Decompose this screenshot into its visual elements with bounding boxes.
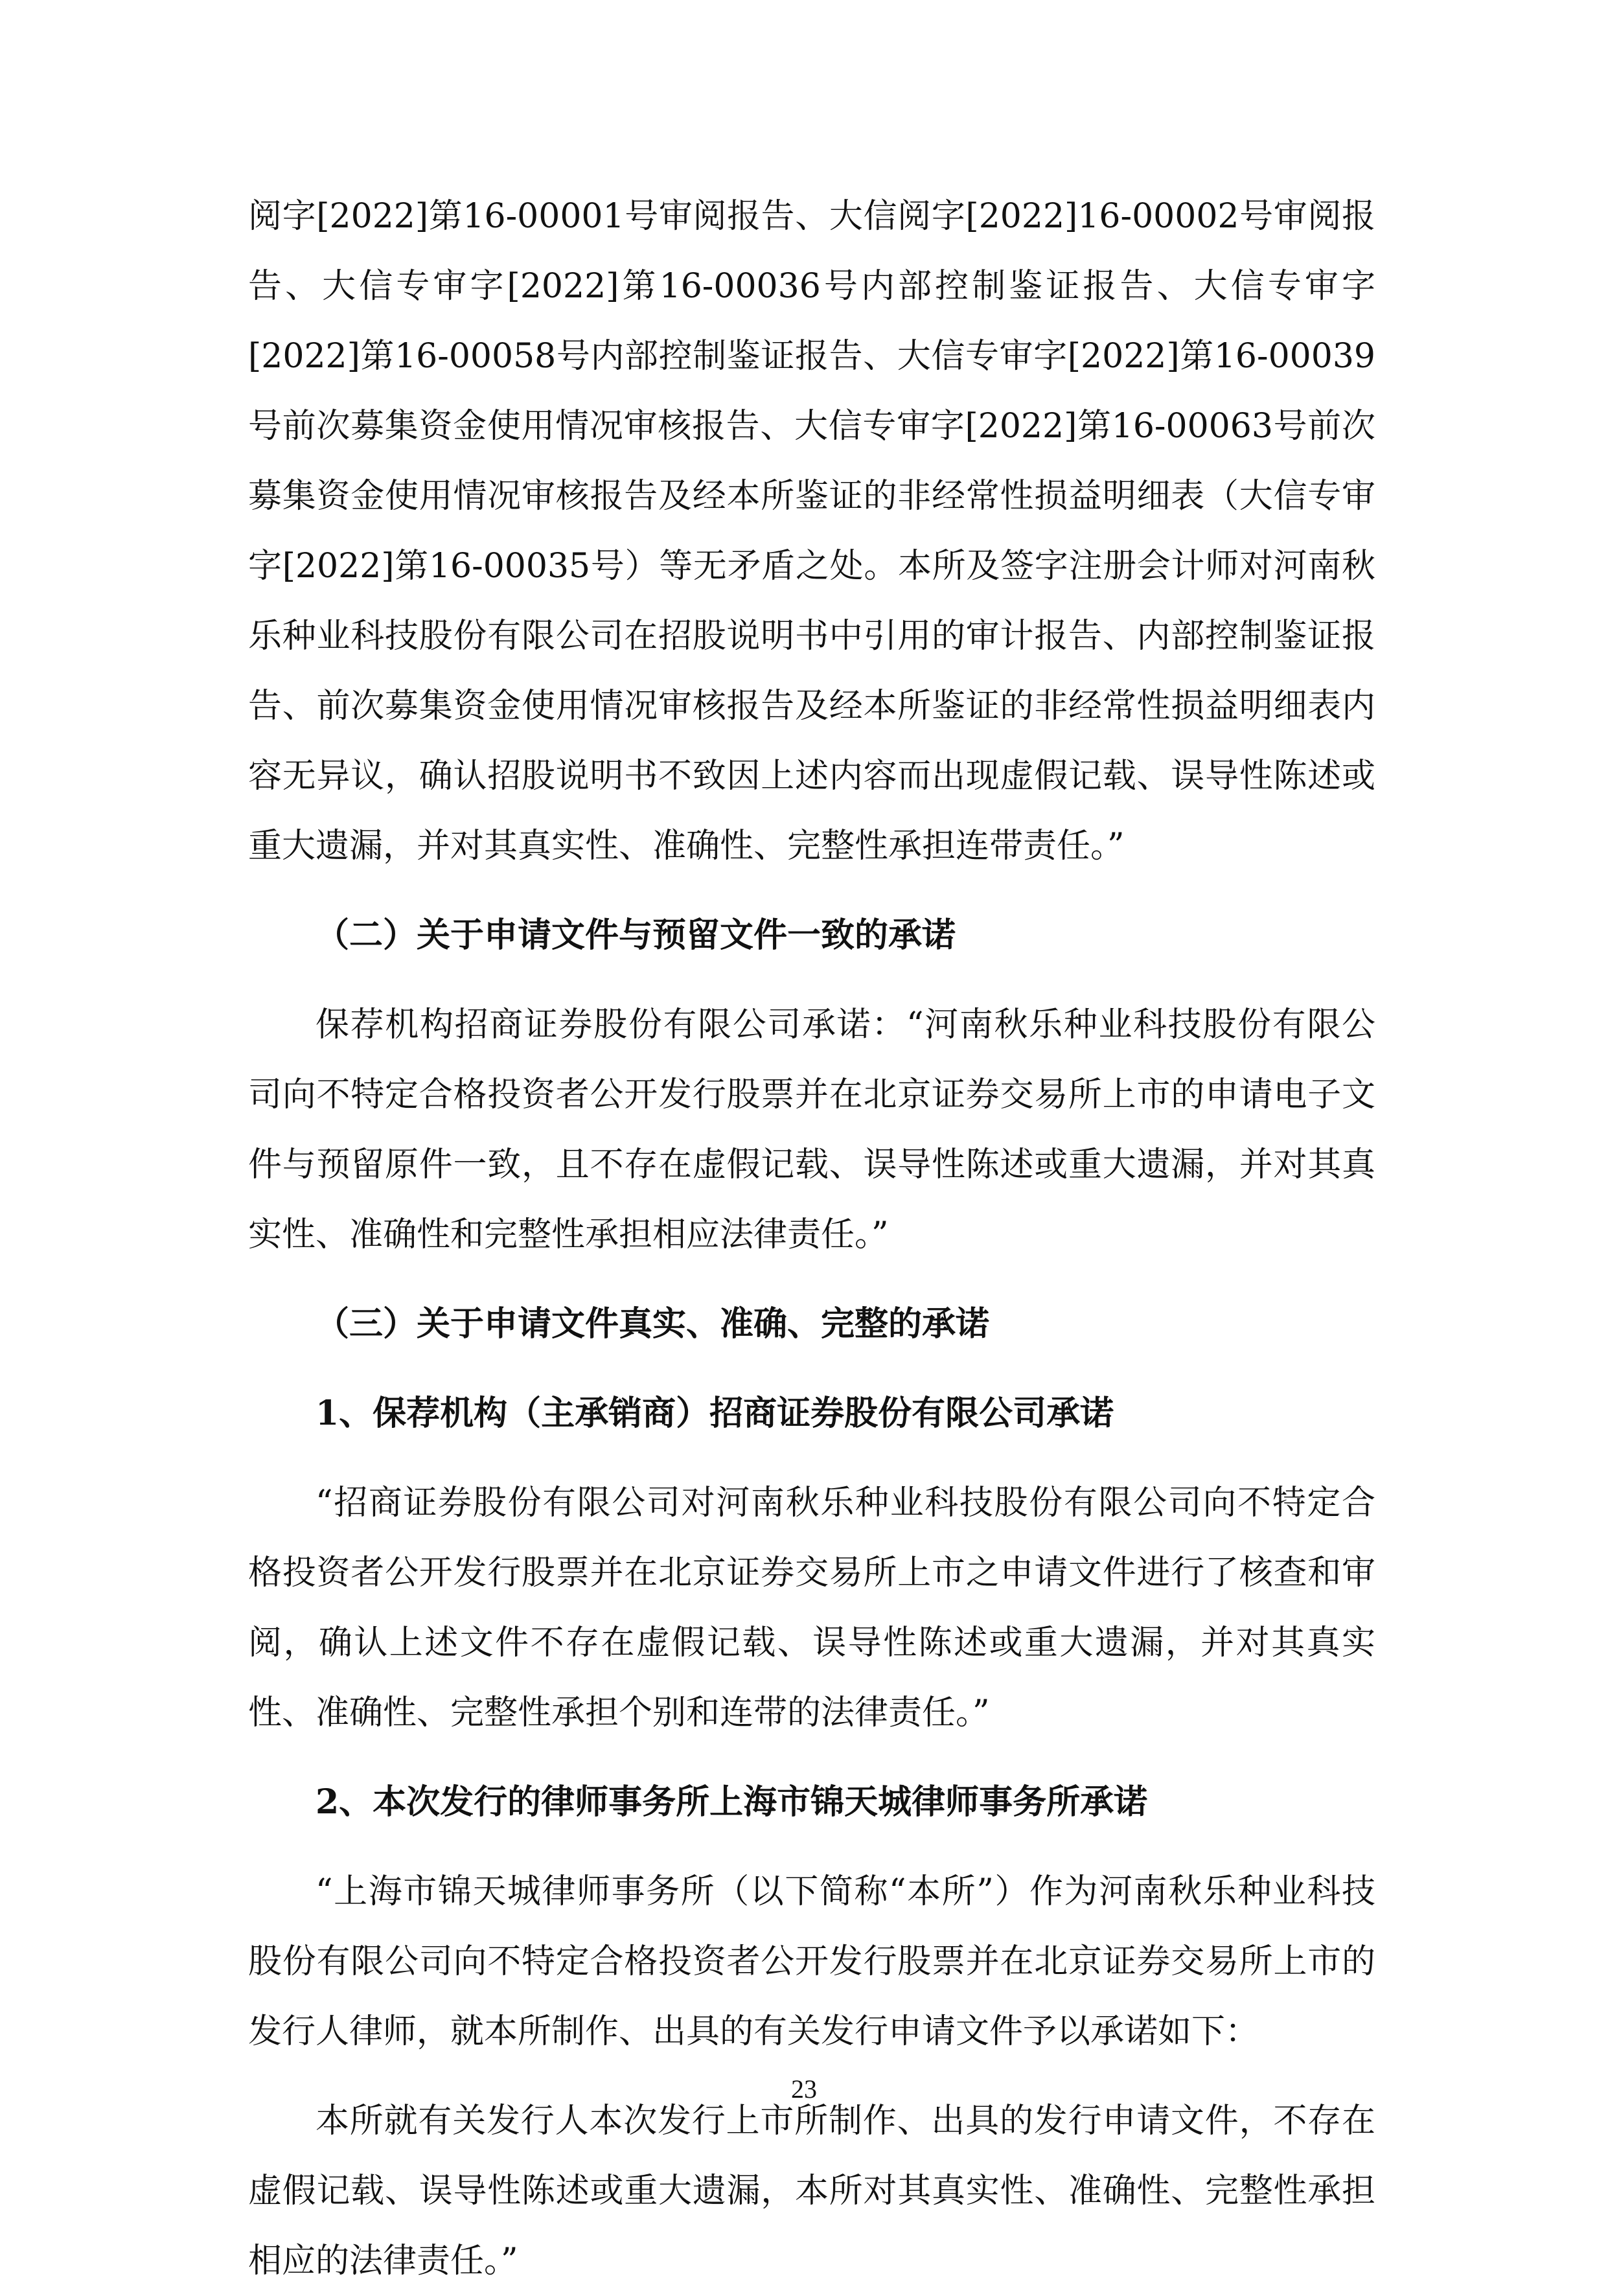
page-number: 23 bbox=[791, 2074, 817, 2104]
paragraph-law-firm-intro: “上海市锦天城律师事务所（以下简称“本所”）作为河南秋乐种业科技股份有限公司向不特定合格投资者公开发行股票并在北京证券交易所上市的发行人律师，就本所制作、出具的有关发行申请文件予以承诺如下： bbox=[248, 1872, 1375, 2051]
section-heading-consistency: （二）关于申请文件与预留文件一致的承诺 bbox=[316, 915, 956, 955]
document-body bbox=[248, 181, 1375, 2296]
paragraph-law-firm-statement: 本所就有关发行人本次发行上市所制作、出具的发行申请文件，不存在虚假记载、误导性陈述或重大遗漏，本所对其真实性、准确性、完整性承担相应的法律责任。” bbox=[248, 2102, 1375, 2280]
paragraph-sponsor-statement: “招商证券股份有限公司对河南秋乐种业科技股份有限公司向不特定合格投资者公开发行股票并在北京证券交易所上市之申请文件进行了核查和审阅，确认上述文件不存在虚假记载、误导性陈述或重大遗漏，并对其真实性、准确性、完整性承担个别和连带的法律责任。” bbox=[248, 1484, 1375, 1732]
paragraph-sponsor-commitment: 保荐机构招商证券股份有限公司承诺：“河南秋乐种业科技股份有限公司向不特定合格投资者公开发行股票并在北京证券交易所上市的申请电子文件与预留原件一致，且不存在虚假记载、误导性陈述或重大遗漏，并对其真实性、准确性和完整性承担相应法律责任。” bbox=[248, 1005, 1375, 1254]
paragraph-audit-reports: 阅字[2022]第16-00001号审阅报告、大信阅字[2022]16-00002号审阅报告、大信专审字[2022]第16-00036号内部控制鉴证报告、大信专审字[2022]第16-00058号内部控制鉴证报告、大信专审字[2022]第16-00039号前次募集资金使用情况审核报告、大信专审字[2022]第16-00063号前次募集资金使用情况审核报告及经本所鉴证的非经常性损益明细表（大信专审字[2022]第16-00035号）等无矛盾之处。本所及签字注册会计师对河南秋乐种业科技股份有限公司在招股说明书中引用的审计报告、内部控制鉴证报告、前次募集资金使用情况审核报告及经本所鉴证的非经常性损益明细表内容无异议，确认招股说明书不致因上述内容而出现虚假记载、误导性陈述或重大遗漏，并对其真实性、准确性、完整性承担连带责任。” bbox=[248, 197, 1375, 866]
section-heading-truthfulness: （三）关于申请文件真实、准确、完整的承诺 bbox=[316, 1304, 990, 1344]
subheading-sponsor-underwriter: 1、保荐机构（主承销商）招商证券股份有限公司承诺 bbox=[316, 1394, 1114, 1433]
subheading-law-firm: 2、本次发行的律师事务所上海市锦天城律师事务所承诺 bbox=[316, 1782, 1148, 1822]
